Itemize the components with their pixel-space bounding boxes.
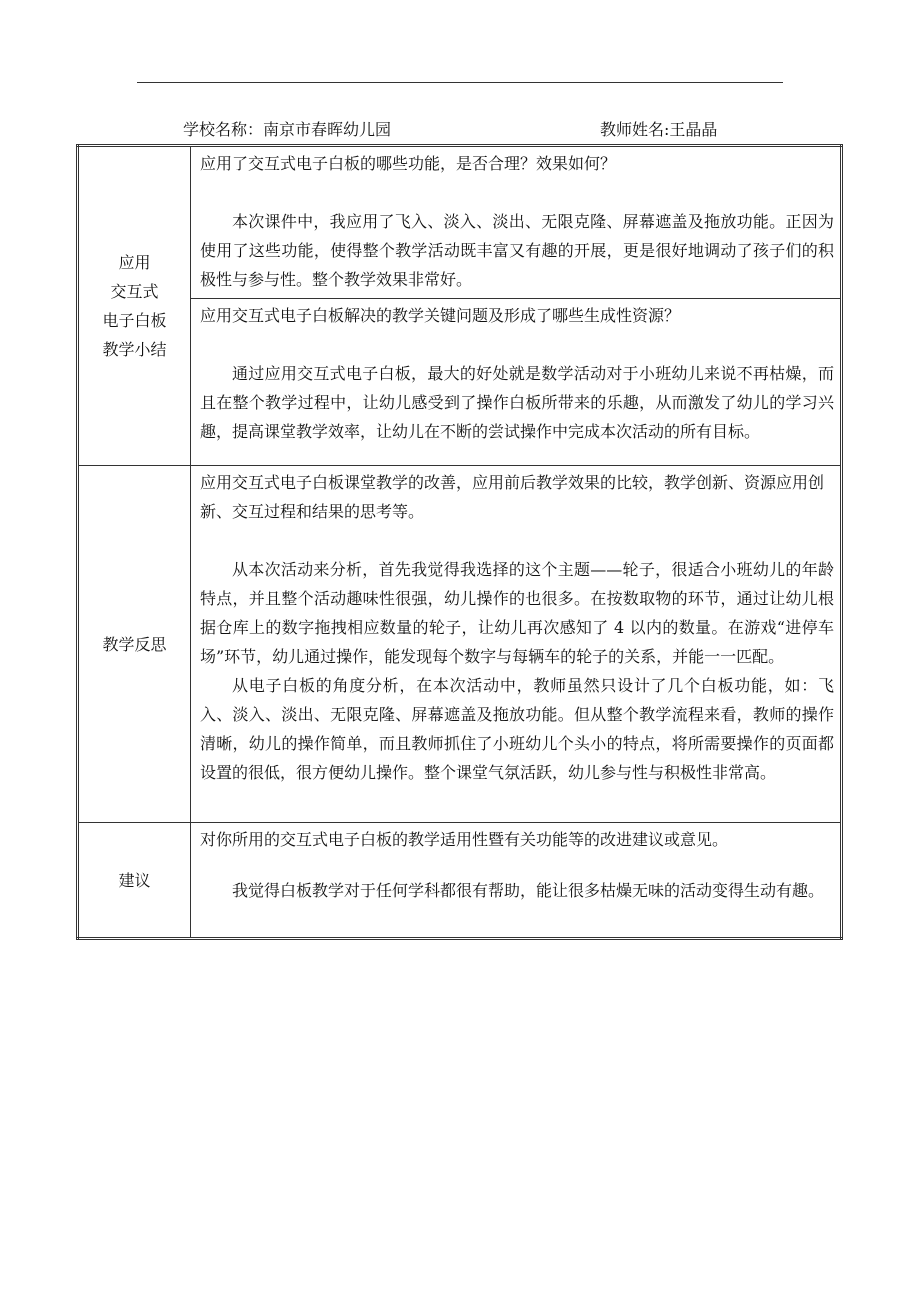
- reflection-paragraph-1: 从本次活动来分析，首先我觉得我选择的这个主题——轮子，很适合小班幼儿的年龄特点，并且整个活动趣味性很强，幼儿操作的也很多。在按数取物的环节，通过让幼儿根据仓库上的数字拖拽相应数量的轮子，让幼儿再次感知了 4 以内的数量。在游戏“进停车场”环节，幼儿通过操作，能发现每个数字与每辆车的轮子的关系，并能一一匹配。: [200, 560, 834, 666]
- suggestion-question: 对你所用的交互式电子白板的教学适用性暨有关功能等的改进建议或意见。: [200, 830, 729, 849]
- reflection-paragraph-2: 从电子白板的角度分析，在本次活动中，教师虽然只设计了几个白板功能，如：飞入、淡入、淡出、无限克隆、屏幕遮盖及拖放功能。但从整个教学流程来看，教师的操作清晰，幼儿的操作简单，而且教师抓住了小班幼儿个头小的特点，将所需要操作的页面都设置的很低，很方便幼儿操作。整个课堂气氛活跃，幼儿参与性与积极性非常高。: [200, 676, 834, 782]
- summary-question-1: 应用了交互式电子白板的哪些功能，是否合理？效果如何？: [200, 154, 617, 173]
- teacher-name: 王晶晶: [669, 120, 718, 139]
- summary-label-line: 应用: [118, 253, 151, 272]
- summary-label-line: 电子白板: [102, 311, 167, 330]
- summary-answer-2: 通过应用交互式电子白板，最大的好处就是数学活动对于小班幼儿来说不再枯燥，而且在整个教学过程中，让幼儿感受到了操作白板所带来的乐趣，从而激发了幼儿的学习兴趣，提高课堂教学效率，让幼儿在不断的尝试操作中完成本次活动的所有目标。: [200, 364, 834, 441]
- row-summary-1: [78, 146, 842, 299]
- row-suggestion: [78, 823, 842, 939]
- school-info: [183, 118, 391, 142]
- summary-answer-1: 本次课件中，我应用了飞入、淡入、淡出、无限克隆、屏幕遮盖及拖放功能。正因为使用了这些功能，使得整个教学活动既丰富又有趣的开展，更是很好地调动了孩子们的积极性与参与性。整个教学效果非常好。: [200, 212, 834, 289]
- suggestion-content-cell: [191, 823, 842, 939]
- suggestion-answer: 我觉得白板教学对于任何学科都很有帮助，能让很多枯燥无味的活动变得生动有趣。: [232, 881, 825, 900]
- school-label: 学校名称：: [183, 120, 264, 139]
- suggestion-label: 建议: [118, 870, 151, 890]
- top-divider-line: [137, 82, 783, 83]
- row-summary-2: [78, 299, 842, 466]
- reflection-question: 应用交互式电子白板课堂教学的改善，应用前后教学效果的比较，教学创新、资源应用创新、交互过程和结果的思考等。: [200, 473, 825, 521]
- summary-resources-cell: [191, 299, 842, 466]
- summary-label-line: 交互式: [110, 282, 159, 301]
- reflection-label-cell: [78, 466, 191, 823]
- row-reflection: [78, 466, 842, 823]
- summary-label-line: 教学小结: [102, 340, 167, 359]
- teaching-summary-table: [76, 144, 843, 940]
- document-header: [0, 118, 920, 142]
- summary-label-cell: [78, 146, 191, 466]
- reflection-content-cell: [191, 466, 842, 823]
- teacher-label: 教师姓名:: [600, 120, 670, 139]
- school-name: 南京市春晖幼儿园: [263, 120, 392, 139]
- teacher-info: [600, 118, 717, 142]
- reflection-label: 教学反思: [102, 634, 167, 654]
- summary-question-2: 应用交互式电子白板解决的教学关键问题及形成了哪些生成性资源？: [200, 306, 681, 325]
- suggestion-label-cell: [78, 823, 191, 939]
- summary-function-cell: [191, 146, 842, 299]
